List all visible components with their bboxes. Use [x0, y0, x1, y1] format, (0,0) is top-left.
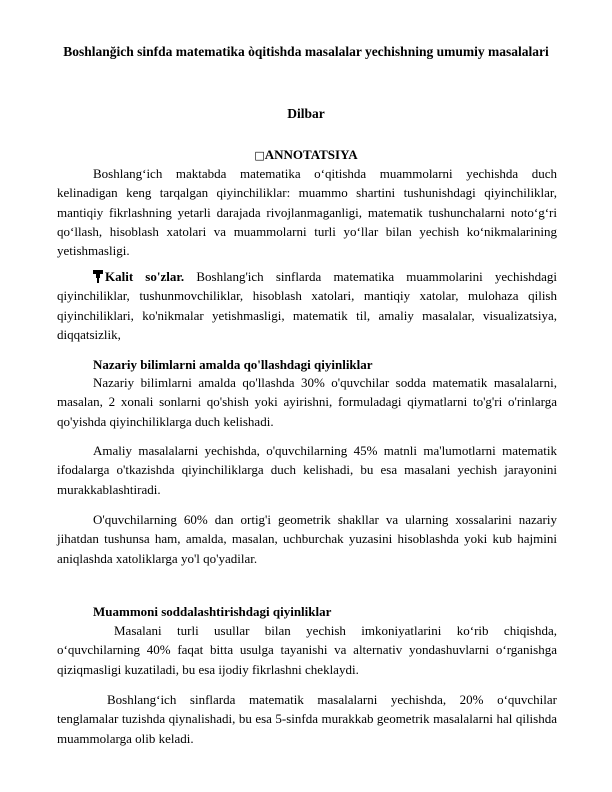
annotation-paragraph: Boshlang‘ich maktabda matematika o‘qitishda muammolarni yechishda duch kelinadigan keng tarqalgan qiyinchiliklar: muammo shartini tushunishdagi qiyinchiliklar, mantiqiy fikrlashning yetarli darajada rivojlanmaganligi, matematik tushunchalarni noto‘g‘ri qo‘llash, hisoblash xatolari va muammolarni turli yo‘llar bilan yechish ko‘nikmalarining yetishmasligi.: [57, 166, 557, 259]
section2-paragraph-2: Boshlang‘ich sinflarda matematik masalalarni yechishda, 20% o‘quvchilar tenglamalar tuzishda qiynalishadi, bu esa 5-sinfda murakkab geometrik masalalarni hal qilishda muammolarga olib keladi.: [57, 692, 557, 746]
section-heading-simplify: Muammoni soddalashtirishdagi qiyinliklar: [93, 604, 332, 619]
annotation-heading: [0, 147, 612, 163]
keywords-paragraph: [57, 267, 557, 344]
keywords-text: Boshlang'ich sinflarda matematika muammolarini yechishdagi qiyinchiliklar, tushunmovchiliklar, hisoblash xatolari, mantiqiy xatolar, mulohaza qilish qiyinchiliklari, ko'nikmalar yetishmasligi, matematik til, amaliy masalalar, visualizatsiya, diqqatsizlik,: [57, 269, 558, 342]
keywords-label: Kalit so'zlar.: [105, 269, 185, 284]
author-name: Dilbar: [287, 106, 325, 121]
missing-glyph-icon: □: [254, 149, 265, 162]
document-title: Boshlanğich sinfda matematika òqitishda masalalar yechishning umumiy masalalari: [63, 44, 549, 59]
annotation-heading-text: ANNOTATSIYA: [264, 147, 358, 162]
section2-paragraph-1: Masalani turli usullar bilan yechish imkoniyatlarini ko‘rib chiqishda, o‘quvchilarning 40% faqat bitta usulga tayanishi va alternativ yondashuvlarni o‘rganishga qiziqmasligi kuzatiladi, bu esa ijodiy fikrlashni cheklaydi.: [57, 623, 557, 677]
pin-icon: [93, 270, 103, 283]
section-heading-theory: Nazariy bilimlarni amalda qo'llashdagi qiyinliklar: [93, 357, 373, 372]
section1-paragraph-1: Nazariy bilimlarni amalda qo'llashda 30% o'quvchilar sodda matematik masalalarni, masalan, 2 xonali sonlarni qo'shish yoki ayirishni, formuladagi qiymatlarni to'g'ri o'rinlarga qo'yishda qiyinchiliklarga duch kelishadi.: [57, 375, 557, 429]
section1-paragraph-2: Amaliy masalalarni yechishda, o'quvchilarning 45% matnli ma'lumotlarni matematik ifodalarga o'tkazishda qiyinchiliklarga duch kelishadi, bu esa masalani yechish jarayonini murakkablashtiradi.: [57, 443, 557, 497]
section1-paragraph-3: O'quvchilarning 60% dan ortig'i geometrik shakllar va ularning xossalarini nazariy jihatdan tushunsa ham, amalda, masalan, uchburchak yuzasini hisoblashda yoki kub hajmini aniqlashda xatoliklarga yo'l qo'yadilar.: [57, 512, 557, 566]
